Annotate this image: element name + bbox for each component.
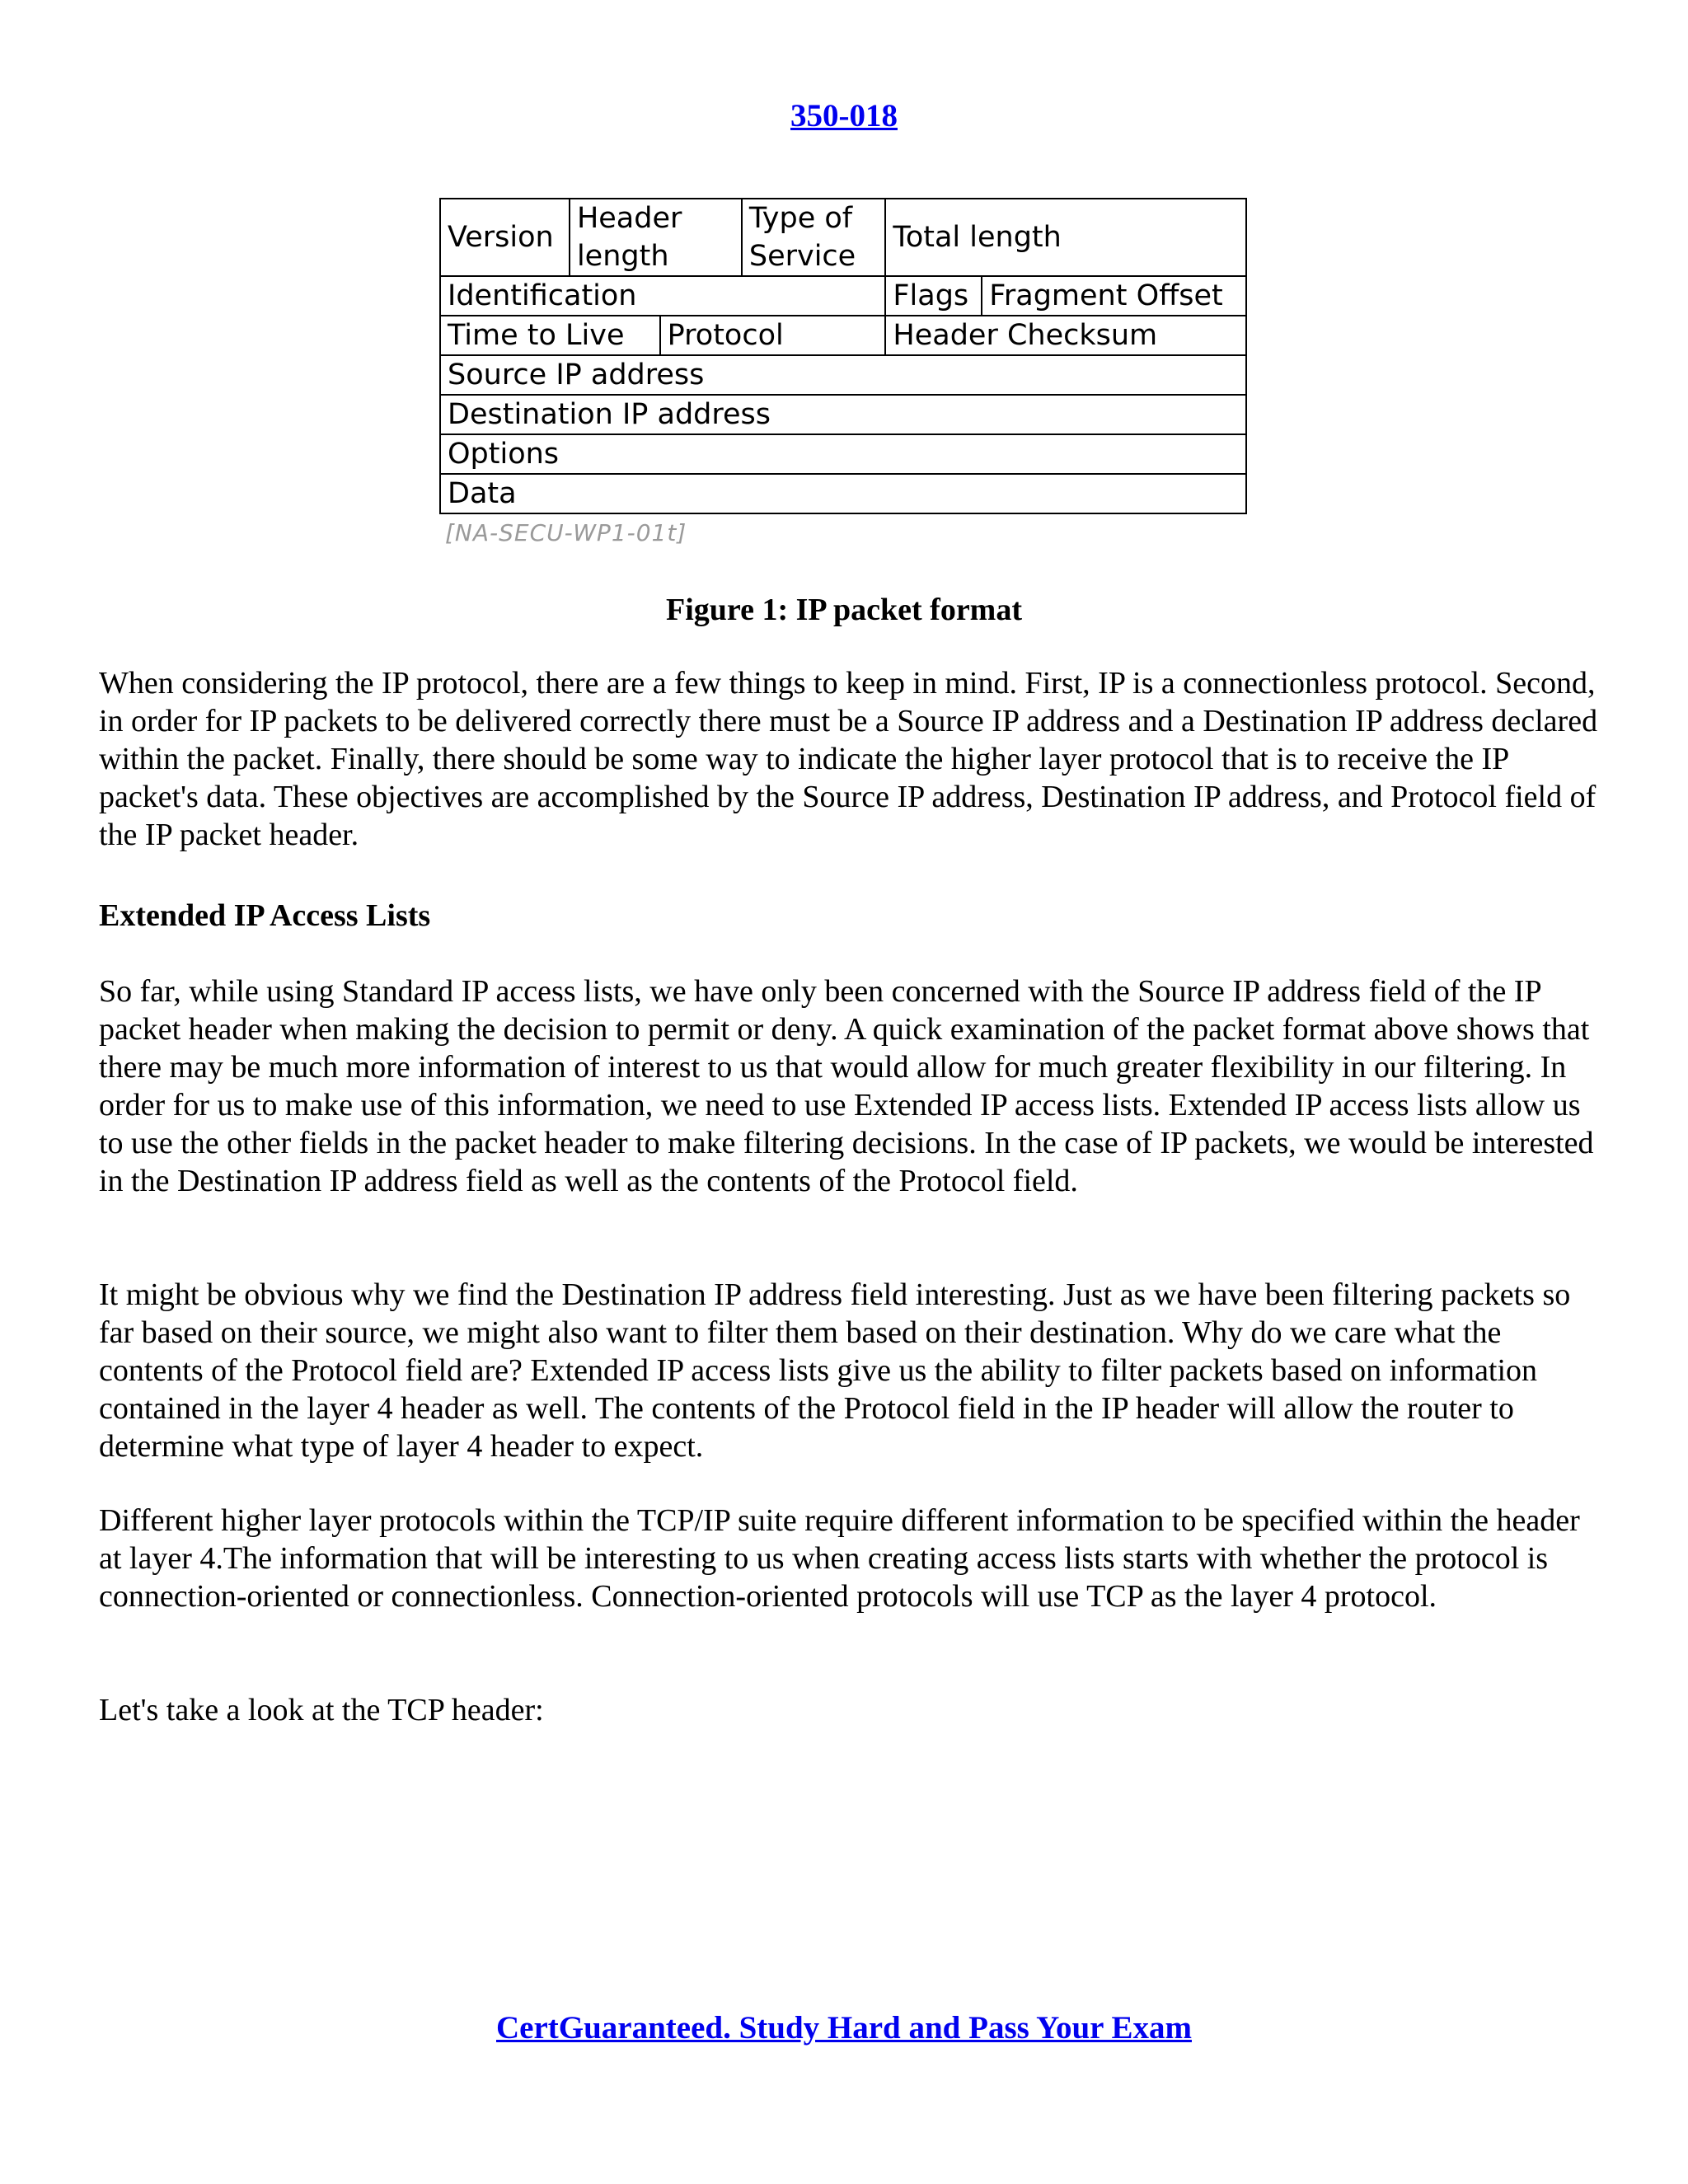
- field-type-of-service: Type of Service: [742, 199, 886, 276]
- field-options: Options: [440, 434, 1246, 474]
- field-header-checksum: Header Checksum: [885, 316, 1246, 355]
- table-row: [440, 355, 1246, 395]
- field-source-ip: Source IP address: [440, 355, 1246, 395]
- header-link[interactable]: 350-018: [790, 98, 898, 134]
- paragraph-tcp-header-intro: Let's take a look at the TCP header:: [99, 1693, 544, 1727]
- table-row: [440, 316, 1246, 355]
- field-identification: Identification: [440, 276, 885, 316]
- paragraph-higher-layer-protocols: Different higher layer protocols within the TCP/IP suite require different information to be specified within the header at layer 4.The information that will be interesting to us when creating access lists starts with whether the protocol is connection-oriented or connectionless. Connection-oriented protocols will use TCP as the layer 4 protocol.: [99, 1503, 1580, 1614]
- field-data: Data: [440, 474, 1246, 513]
- field-header-length: Header length: [570, 199, 742, 276]
- figure-caption: Figure 1: IP packet format: [666, 593, 1022, 627]
- paragraph-destination-field: It might be obvious why we find the Destination IP address field interesting. Just as we have been filtering packets so far based on their source, we might also want to filter them based on their destination. Why do we care what the contents of the Protocol field are? Extended IP access lists give us the ability to filter packets based on information contained in the layer 4 header as well. The contents of the Protocol field in the IP header will allow the router to determine what type of layer 4 header to expect.: [99, 1277, 1571, 1464]
- field-flags: Flags: [885, 276, 982, 316]
- field-fragment-offset: Fragment Offset: [982, 276, 1246, 316]
- paragraph-ip-protocol: When considering the IP protocol, there are a few things to keep in mind. First, IP is a connectionless protocol. Second, in order for IP packets to be delivered correctly there must be a Source IP address and a Destination IP address declared within the packet. Finally, there should be some way to indicate the higher layer protocol that is to receive the IP packet's data. These objectives are accomplished by the Source IP address, Destination IP address, and Protocol field of the IP packet header.: [99, 666, 1598, 852]
- table-row: [440, 276, 1246, 316]
- field-protocol: Protocol: [660, 316, 886, 355]
- footer-link[interactable]: CertGuaranteed. Study Hard and Pass Your Exam: [496, 2010, 1192, 2046]
- table-row: [440, 434, 1246, 474]
- field-time-to-live: Time to Live: [440, 316, 660, 355]
- ip-packet-format-table: [439, 198, 1247, 514]
- table-row: [440, 199, 1246, 276]
- table-row: [440, 474, 1246, 513]
- section-heading: Extended IP Access Lists: [99, 898, 431, 933]
- field-total-length: Total length: [885, 199, 1246, 276]
- field-version: Version: [440, 199, 570, 276]
- paragraph-extended-access-lists: So far, while using Standard IP access lists, we have only been concerned with the Source IP address field of the IP packet header when making the decision to permit or deny. A quick examination of the packet format above shows that there may be much more information of interest to us that would allow for much greater flexibility in our filtering. In order for us to make use of this information, we need to use Extended IP access lists. Extended IP access lists allow us to use the other fields in the packet header to make filtering decisions. In the case of IP packets, we would be interested in the Destination IP address field as well as the contents of the Protocol field.: [99, 974, 1594, 1198]
- table-row: [440, 395, 1246, 434]
- field-destination-ip: Destination IP address: [440, 395, 1246, 434]
- figure-code: [NA-SECU-WP1-01t]: [445, 519, 687, 546]
